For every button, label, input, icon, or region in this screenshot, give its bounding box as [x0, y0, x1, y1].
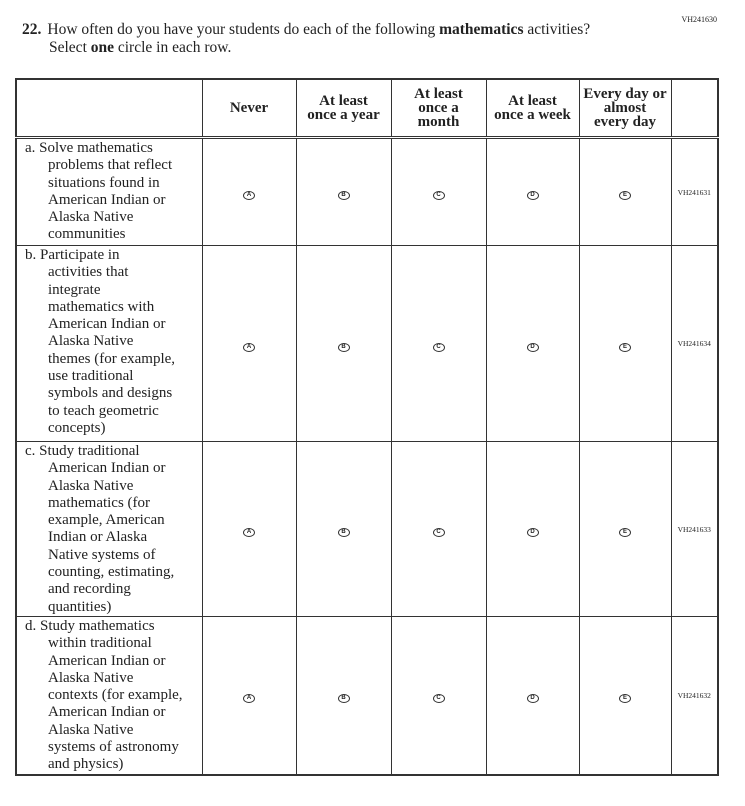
row-label-line: within traditional: [48, 635, 152, 652]
row-label: [16, 442, 202, 617]
table-row: [16, 617, 718, 775]
row-item-id: VH241632: [671, 617, 718, 775]
response-cell: [391, 442, 486, 617]
question-line1: How often do you have your students do each of the following: [47, 21, 440, 38]
row-label: [16, 617, 202, 775]
response-circle-b[interactable]: B: [338, 694, 350, 703]
row-label-line: American Indian or: [48, 316, 166, 333]
response-cell: [391, 246, 486, 442]
response-cell: [296, 138, 391, 246]
row-label-line: Native systems of: [48, 546, 156, 563]
response-circle-a[interactable]: A: [243, 191, 255, 200]
response-circle-b[interactable]: B: [338, 343, 350, 352]
instruction-end: circle in each row.: [114, 39, 232, 56]
row-label-line: b. Participate in: [25, 247, 120, 263]
instruction-emphasis: one: [90, 39, 114, 56]
row-label-line: communities: [48, 226, 126, 243]
response-cell: [391, 617, 486, 775]
row-label-line: American Indian or: [48, 460, 166, 477]
column-header-line: At least: [414, 86, 463, 102]
question-number: 22.: [22, 21, 42, 38]
response-circle-d[interactable]: D: [527, 694, 539, 703]
table-row: [16, 246, 718, 442]
table-row: [16, 442, 718, 617]
column-header-line: once a year: [307, 107, 380, 123]
row-label-line: activities that: [48, 264, 129, 281]
row-label-line: themes (for example,: [48, 350, 176, 367]
table-row: [16, 138, 718, 246]
column-header-line: Every day or: [583, 86, 667, 102]
row-item-id: VH241634: [671, 246, 718, 442]
column-header-line: At least: [319, 93, 368, 109]
row-label-line: counting, estimating,: [48, 564, 175, 581]
row-label-line: concepts): [48, 419, 106, 436]
response-cell: [202, 442, 296, 617]
row-label-line: American Indian or: [48, 652, 166, 669]
column-header: [391, 79, 486, 138]
instruction: Select: [49, 39, 91, 56]
row-label-line: quantities): [48, 598, 112, 615]
question-text: [22, 21, 590, 57]
response-cell: [486, 617, 579, 775]
response-circle-a[interactable]: A: [243, 694, 255, 703]
row-label-line: d. Study mathematics: [25, 618, 155, 634]
response-cell: [296, 246, 391, 442]
response-cell: [391, 138, 486, 246]
response-cell: [202, 138, 296, 246]
row-label: [16, 246, 202, 442]
response-cell: [579, 246, 671, 442]
response-cell: [296, 442, 391, 617]
row-label-line: to teach geometric: [48, 402, 159, 419]
row-label-line: c. Study traditional: [25, 443, 140, 459]
row-label-line: integrate: [48, 281, 101, 298]
column-header: [579, 79, 671, 138]
response-circle-e[interactable]: E: [619, 343, 631, 352]
column-header-line: Never: [229, 100, 269, 116]
row-label-line: Alaska Native: [48, 477, 134, 494]
response-circle-a[interactable]: A: [243, 528, 255, 537]
response-circle-a[interactable]: A: [243, 343, 255, 352]
response-cell: [486, 246, 579, 442]
row-label: [16, 138, 202, 246]
column-header-line: month: [417, 114, 460, 130]
column-header-line: once a: [418, 100, 459, 116]
row-label-line: mathematics (for: [48, 494, 151, 511]
column-header: [486, 79, 579, 138]
row-label-line: American Indian or: [48, 704, 166, 721]
response-cell: [202, 246, 296, 442]
row-label-line: Indian or Alaska: [48, 529, 148, 546]
row-label-line: mathematics with: [48, 298, 155, 315]
column-header-line: every day: [593, 114, 657, 130]
row-label-line: a. Solve mathematics: [25, 140, 153, 156]
column-header: [296, 79, 391, 138]
row-label-line: contexts (for example,: [48, 687, 183, 704]
row-label-line: use traditional: [48, 368, 134, 385]
response-circle-b[interactable]: B: [338, 191, 350, 200]
item-id: VH241630: [681, 15, 717, 24]
response-cell: [486, 138, 579, 246]
response-circle-e[interactable]: E: [619, 191, 631, 200]
column-header-line: almost: [603, 100, 647, 116]
column-header-line: once a week: [494, 107, 571, 123]
response-circle-e[interactable]: E: [619, 694, 631, 703]
row-label-line: American Indian or: [48, 191, 166, 208]
row-label-line: Alaska Native: [48, 669, 134, 686]
row-label-line: Alaska Native: [48, 333, 134, 350]
response-circle-d[interactable]: D: [527, 343, 539, 352]
response-cell: [579, 617, 671, 775]
response-circle-c[interactable]: C: [433, 528, 445, 537]
question-line1-end: activities?: [523, 21, 591, 38]
row-label-line: Alaska Native: [48, 721, 134, 738]
column-header: [202, 79, 296, 138]
response-cell: [296, 617, 391, 775]
response-circle-b[interactable]: B: [338, 528, 350, 537]
row-label-line: and recording: [48, 581, 131, 598]
response-circle-c[interactable]: C: [433, 694, 445, 703]
response-cell: [486, 442, 579, 617]
row-label-line: problems that reflect: [48, 157, 173, 174]
row-label-line: Alaska Native: [48, 209, 134, 226]
response-cell: [202, 617, 296, 775]
row-label-line: systems of astronomy: [48, 739, 179, 756]
column-header-line: At least: [508, 93, 557, 109]
row-label-line: and physics): [48, 756, 124, 773]
row-label-line: symbols and designs: [48, 385, 173, 402]
question-emphasis: mathematics: [439, 21, 524, 38]
response-circle-d[interactable]: D: [527, 528, 539, 537]
response-table: [15, 78, 719, 776]
response-circle-c[interactable]: C: [433, 191, 445, 200]
response-cell: [579, 442, 671, 617]
response-circle-d[interactable]: D: [527, 191, 539, 200]
row-label-line: example, American: [48, 512, 165, 529]
row-label-line: situations found in: [48, 174, 160, 191]
response-circle-c[interactable]: C: [433, 343, 445, 352]
header-blank: [16, 79, 202, 138]
row-item-id: VH241631: [671, 138, 718, 246]
row-item-id: VH241633: [671, 442, 718, 617]
header-blank: [671, 79, 718, 138]
response-circle-e[interactable]: E: [619, 528, 631, 537]
response-cell: [579, 138, 671, 246]
